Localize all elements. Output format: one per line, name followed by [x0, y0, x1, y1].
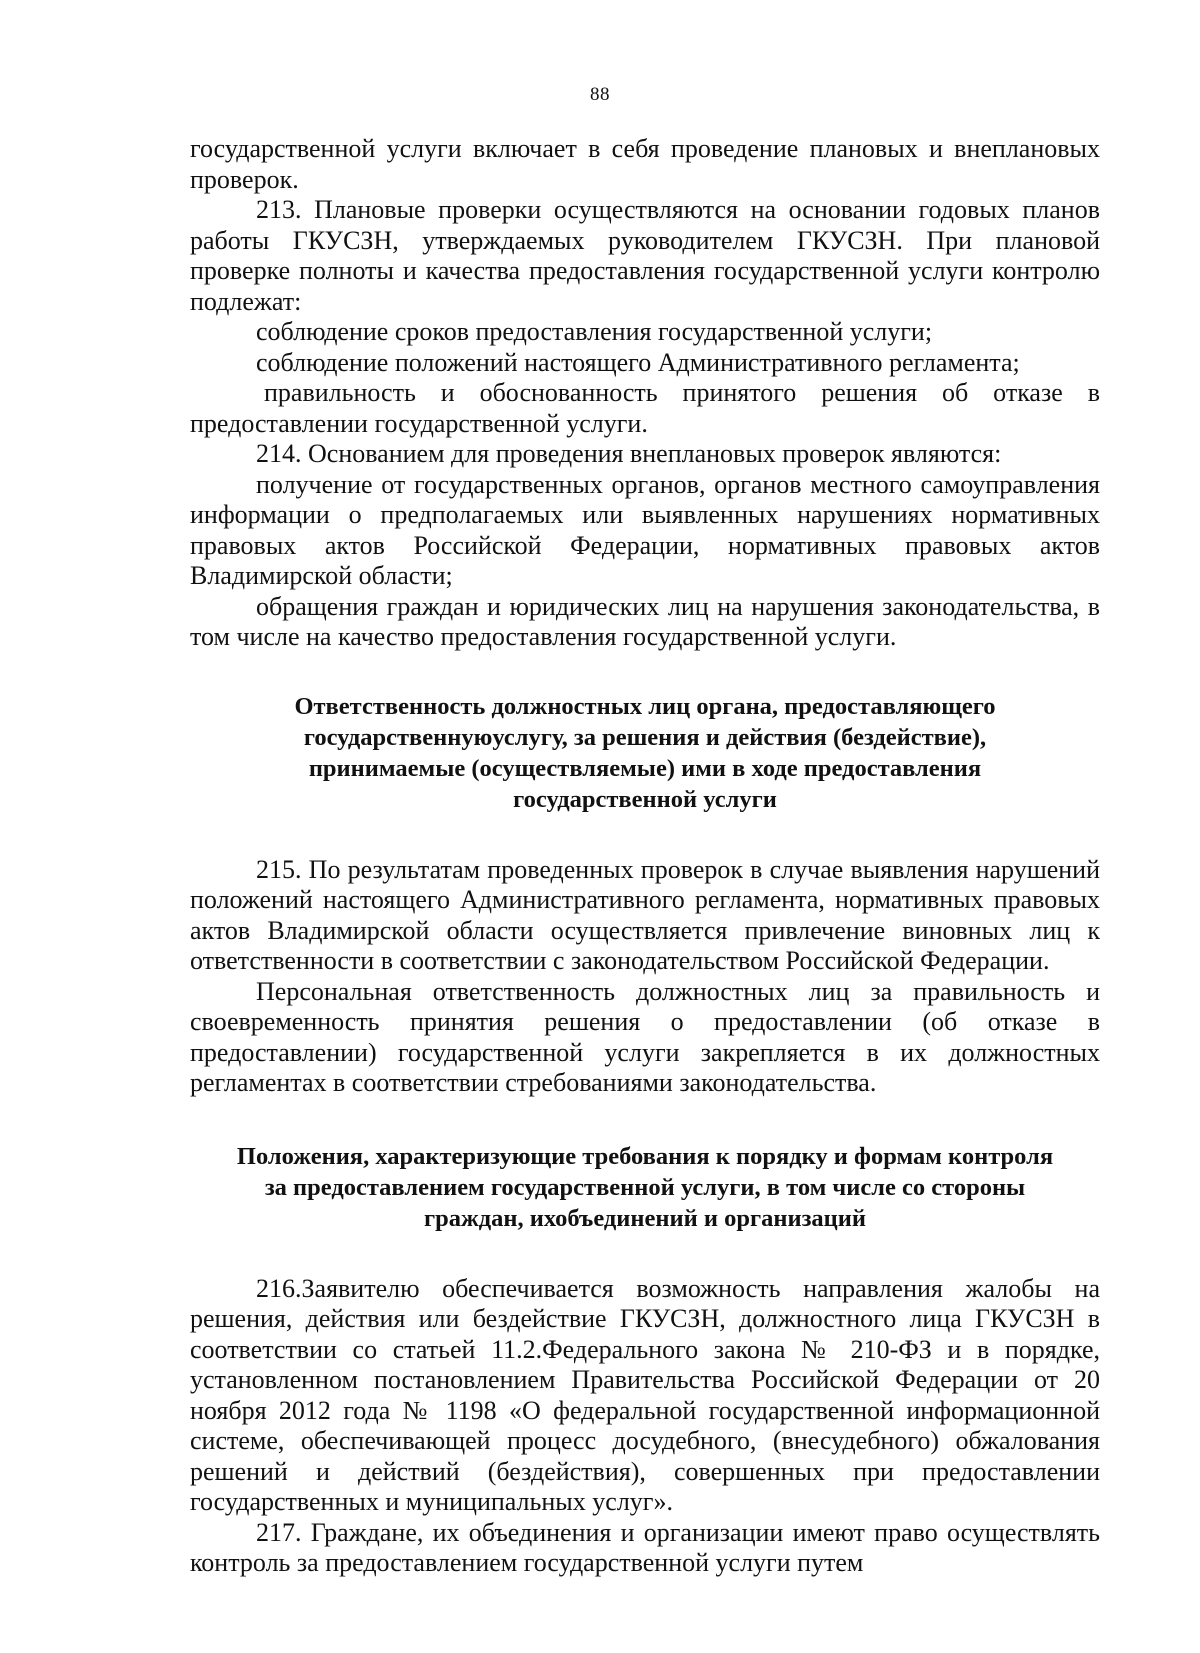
section-heading-control-requirements: Положения, характеризующие требования к порядку и формам контроля за предоставлением государственной услуги, в том числе со стороны граждан, ихобъединений и организаций — [236, 1142, 1054, 1232]
document-body — [190, 134, 1100, 1579]
list-item-deadlines: соблюдение сроков предоставления государственной услуги; — [256, 317, 933, 346]
list-item-information: получение от государственных органов, органов местного самоуправления информации о предполагаемых или выявленных нарушениях нормативных правовых актов Российской Федерации, нормативных правовых актов Владимирской области; — [190, 469, 1100, 590]
page-number: 88 — [590, 84, 610, 105]
section-heading-responsibility: Ответственность должностных лиц органа, предоставляющего государственнуюуслугу, за решения и действия (бездействие), принимаемые (осуществляемые) ими в ходе предоставления государственной услуги — [294, 692, 996, 813]
list-item-appeals: обращения граждан и юридических лиц на нарушения законодательства, в том числе на качество предоставления государственной услуги. — [190, 591, 1100, 651]
section-control-body — [190, 1274, 1100, 1579]
paragraph-216: 216.Заявителю обеспечивается возможность направления жалобы на решения, действия или бездействие ГКУСЗН, должностного лица ГКУСЗН в соответствии со статьей 11.2.Федерального закона № 210-ФЗ и в порядке, установленном постановлением Правительства Российской Федерации от 20 ноября 2012 года № 1198 «О федеральной государственной информационной системе, обеспечивающей процесс досудебного, (внесудебного) обжалования решений и действий (бездействия), совершенных при предоставлении государственных и муниципальных услуг». — [190, 1273, 1100, 1516]
paragraph-213: 213. Плановые проверки осуществляются на основании годовых планов работы ГКУСЗН, утверждаемых руководителем ГКУСЗН. При плановой проверке полноты и качества предоставления государственной услуги контролю подлежат: — [190, 195, 1100, 316]
list-item-regulation: соблюдение положений настоящего Административного регламента; — [256, 347, 1020, 377]
paragraph-214: 214. Основанием для проведения внеплановых проверок являются: — [256, 439, 1002, 468]
paragraph-personal-responsibility: Персональная ответственность должностных лиц за правильность и своевременность принятия решения о предоставлении (об отказе в предоставлении) государственной услуги закрепляется в их должностных регламентах в соответствии стребованиями законодательства. — [190, 976, 1100, 1097]
paragraph-continuation: государственной услуги включает в себя проведение плановых и внеплановых проверок. — [190, 134, 1100, 194]
list-item-refusal: правильность и обоснованность принятого решения об отказе в предоставлении государственной услуги. — [190, 378, 1100, 438]
section-responsibility-body — [190, 855, 1100, 1099]
paragraph-217: 217. Граждане, их объединения и организации имеют право осуществлять контроль за предоставлением государственной услуги путем — [190, 1517, 1100, 1577]
paragraph-215: 215. По результатам проведенных проверок в случае выявления нарушений положений настоящего Административного регламента, нормативных правовых актов Владимирской области осуществляется привлечение виновных лиц к ответственности в соответствии с законодательством Российской Федерации. — [190, 854, 1100, 975]
